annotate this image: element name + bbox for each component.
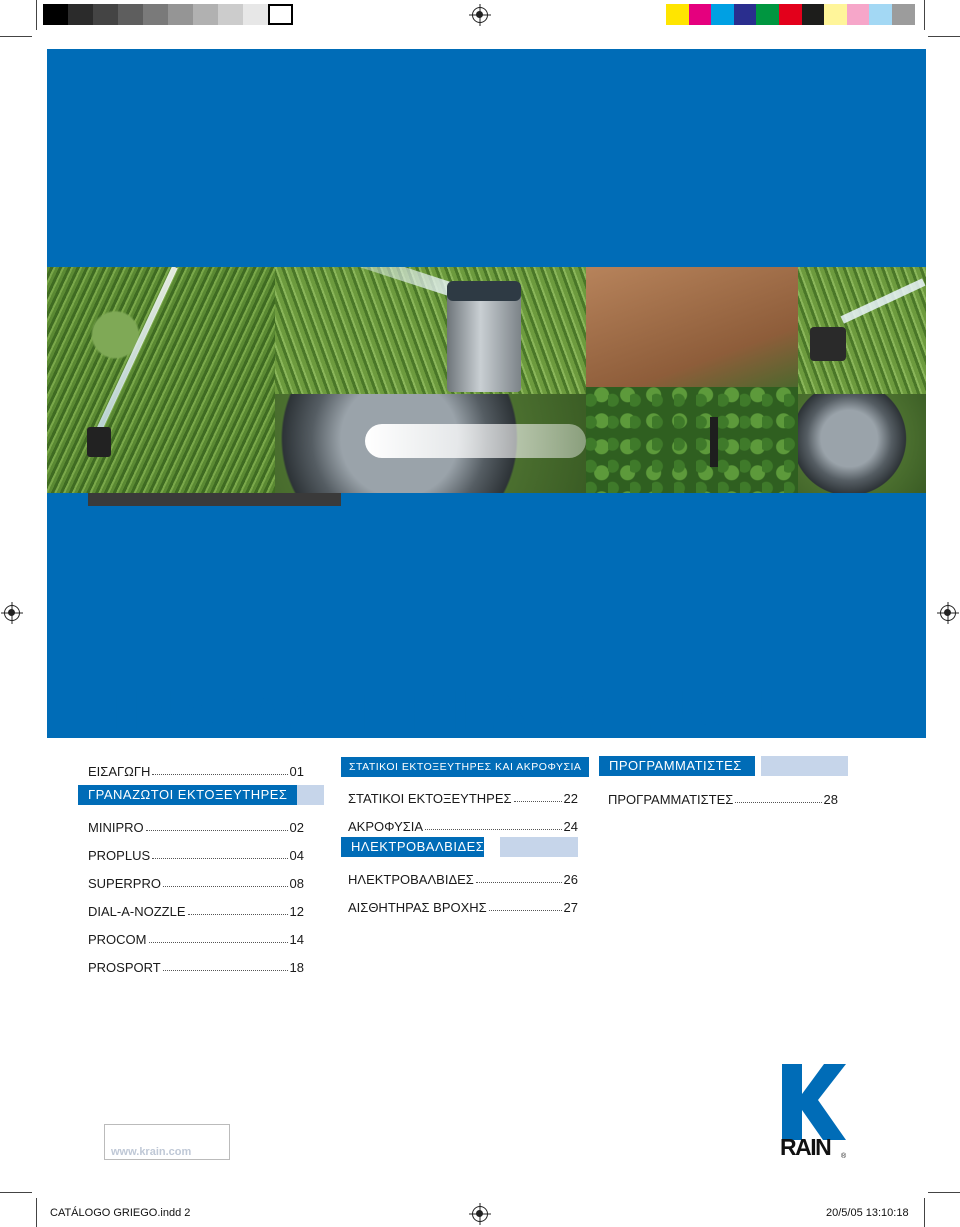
color-swatch (824, 4, 847, 25)
color-swatch (143, 4, 168, 25)
toc-entry: ΣΤΑΤΙΚΟΙ ΕΚΤΟΞΕΥΤΗΡΕΣ 22 (348, 791, 578, 806)
decorative-dark-bar (88, 493, 341, 506)
color-swatch (869, 4, 892, 25)
sprinkler-photo-2 (275, 267, 586, 394)
toc-entry: ΠΡΟΓΡΑΜΜΑΤΙΣΤΕΣ 28 (608, 792, 838, 807)
color-swatch (243, 4, 268, 25)
color-swatch (268, 4, 293, 25)
toc-entry: PROCOM 14 (88, 932, 304, 947)
registration-mark-icon (940, 605, 956, 621)
toc-entry: ΑΙΣΘΗΤΗΡΑΣ ΒΡΟΧΗΣ 27 (348, 900, 578, 915)
crop-mark (36, 1198, 37, 1227)
sprinkler-photo-4 (586, 267, 798, 493)
toc-entry: DIAL-A-NOZZLE 12 (88, 904, 304, 919)
registration-mark-icon (472, 7, 488, 23)
footer-filename: CATÁLOGO GRIEGO.indd 2 (50, 1207, 191, 1219)
registered-mark: ® (841, 1153, 847, 1160)
sprinkler-photo-1 (47, 267, 275, 493)
crop-mark (36, 0, 37, 30)
logo-wordmark: RAIN (780, 1134, 831, 1160)
sprinkler-photo-5 (798, 267, 926, 394)
toc-entry: PROPLUS 04 (88, 848, 304, 863)
toc-entry: ΗΛΕΚΤΡΟΒΑΛΒΙΔΕΣ 26 (348, 872, 578, 887)
registration-mark-icon (4, 605, 20, 621)
color-swatch (802, 4, 825, 25)
color-swatch (689, 4, 712, 25)
color-swatch (168, 4, 193, 25)
crop-mark (928, 36, 960, 37)
toc-entry: ΑΚΡΟΦΥΣΙΑ 24 (348, 819, 578, 834)
color-swatch (847, 4, 870, 25)
color-swatch (118, 4, 143, 25)
sprinkler-photo-3 (275, 394, 586, 493)
color-swatch (666, 4, 689, 25)
color-swatch (734, 4, 757, 25)
page-title: ΠΙΝΑΚΑΣ ΠΕΡΙΕΧΟΜΕΝΩΝ (88, 678, 771, 741)
toc-section-controllers: ΠΡΟΓΡΑΜΜΑΤΙΣΤΕΣ (599, 756, 848, 776)
website-box (104, 1124, 230, 1160)
footer-timestamp: 20/5/05 13:10:18 (826, 1207, 909, 1219)
color-swatch (43, 4, 68, 25)
registration-mark-icon (472, 1206, 488, 1222)
website-link[interactable]: www.krain.com (111, 1146, 192, 1158)
toc-entry-intro: ΕΙΣΑΓΩΓΗ 01 (88, 764, 304, 779)
toc-entry: PROSPORT 18 (88, 960, 304, 975)
color-swatch (218, 4, 243, 25)
blue-header-panel (47, 49, 926, 267)
crop-mark (924, 1198, 925, 1227)
crop-mark (0, 36, 32, 37)
toc-section-geared-rotors: ΓΡΑΝΑΖΩΤΟΙ ΕΚΤΟΞΕΥΤΗΡΕΣ (78, 785, 324, 805)
color-swatch (779, 4, 802, 25)
toc-section-static-sprinklers: ΣΤΑΤΙΚΟΙ ΕΚΤΟΞΕΥΤΗΡΕΣ ΚΑΙ ΑΚΡΟΦΥΣΙΑ (341, 757, 578, 777)
crop-mark (0, 1192, 32, 1193)
toc-entry: MINIPRO 02 (88, 820, 304, 835)
color-swatch (711, 4, 734, 25)
color-swatch (193, 4, 218, 25)
toc-entry: SUPERPRO 08 (88, 876, 304, 891)
sprinkler-photo-6 (798, 394, 926, 493)
crop-mark (924, 0, 925, 30)
color-swatch (93, 4, 118, 25)
color-swatch (756, 4, 779, 25)
toc-section-solenoid-valves: ΗΛΕΚΤΡΟΒΑΛΒΙΔΕΣ (341, 837, 578, 857)
color-swatch (892, 4, 915, 25)
color-swatch (68, 4, 93, 25)
crop-mark (928, 1192, 960, 1193)
